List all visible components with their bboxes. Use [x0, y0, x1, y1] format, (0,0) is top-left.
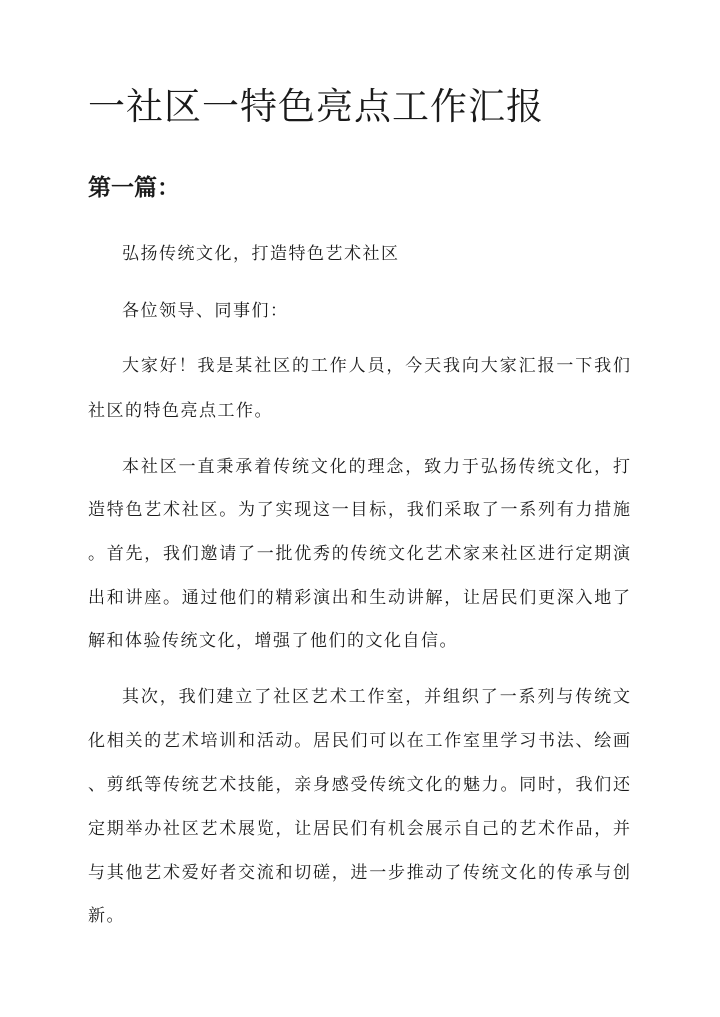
paragraph-2-line-2: 造特色艺术社区。为了实现这一目标，我们采取了一系列有力措施 [88, 500, 630, 520]
paragraph-3-line-4: 定期举办社区艺术展览，让居民们有机会展示自己的艺术作品，并 [88, 819, 630, 839]
paragraph-3-line-6: 新。 [88, 906, 125, 926]
paragraph-3-line-5: 与其他艺术爱好者交流和切磋，进一步推动了传统文化的传承与创 [88, 863, 630, 883]
paragraph-1-line-1: 大家好！我是某社区的工作人员，今天我向大家汇报一下我们 [122, 356, 630, 376]
paragraph-2-line-4: 出和讲座。通过他们的精彩演出和生动讲解，让居民们更深入地了 [88, 588, 630, 608]
paragraph-2-line-5: 解和体验传统文化，增强了他们的文化自信。 [88, 631, 458, 651]
paragraph-3-line-2: 化相关的艺术培训和活动。居民们可以在工作室里学习书法、绘画 [88, 731, 630, 751]
paragraph-1-line-2: 社区的特色亮点工作。 [88, 401, 273, 421]
document-title: 一社区一特色亮点工作汇报 [88, 85, 544, 128]
subtitle-line: 弘扬传统文化，打造特色艺术社区 [122, 244, 400, 264]
paragraph-3-line-3: 、剪纸等传统艺术技能，亲身感受传统文化的魅力。同时，我们还 [88, 775, 630, 795]
salutation-line: 各位领导、同事们： [122, 301, 289, 321]
section-heading: 第一篇： [88, 174, 180, 201]
paragraph-3-line-1: 其次，我们建立了社区艺术工作室，并组织了一系列与传统文 [122, 687, 630, 707]
paragraph-2-line-1: 本社区一直秉承着传统文化的理念，致力于弘扬传统文化，打 [122, 457, 630, 477]
paragraph-2-line-3: 。首先，我们邀请了一批优秀的传统文化艺术家来社区进行定期演 [88, 544, 630, 564]
